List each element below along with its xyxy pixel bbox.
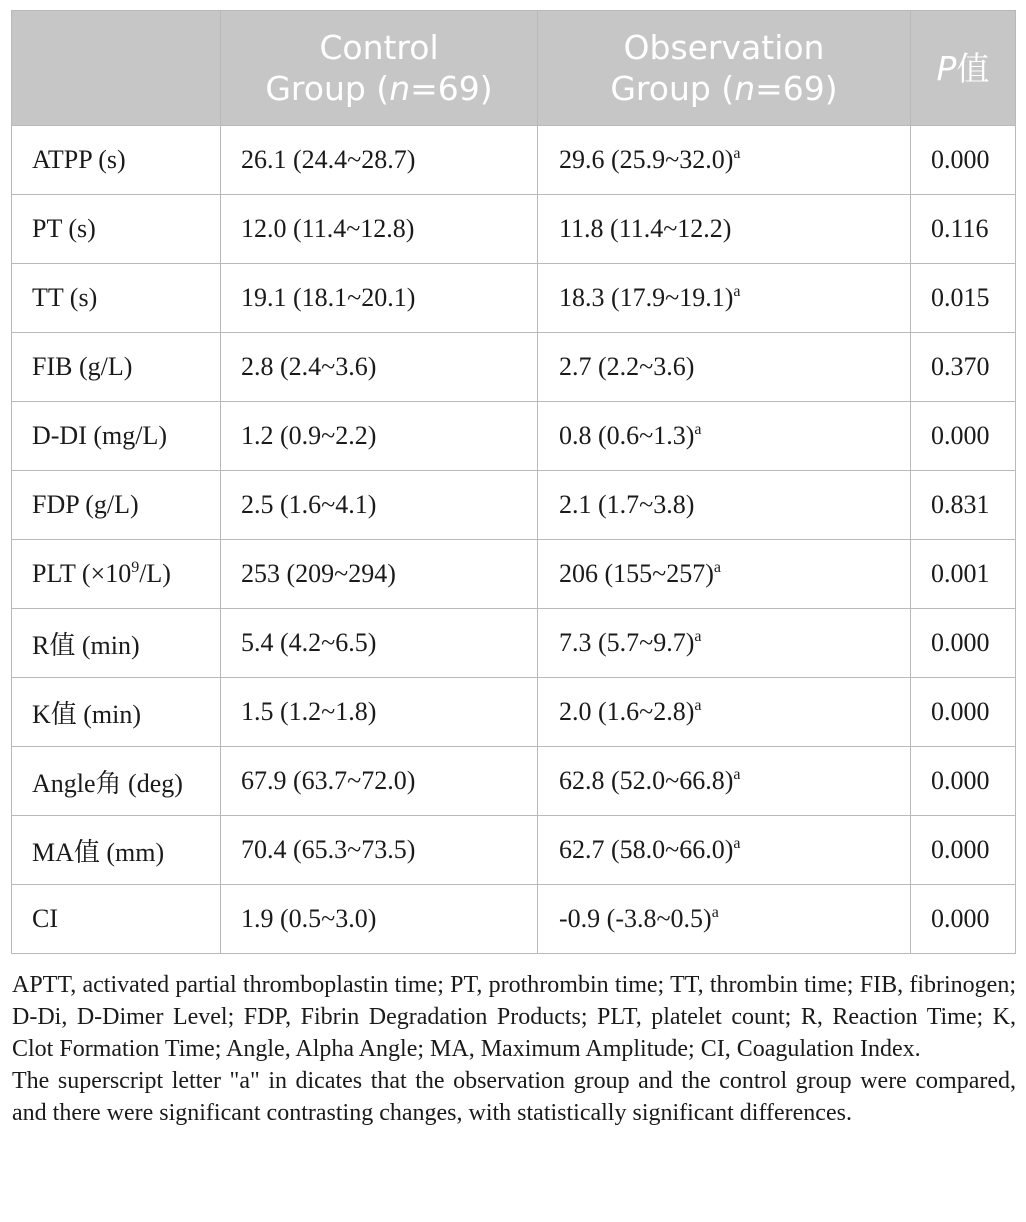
observation-value: 29.6 (25.9~32.0) [559, 145, 734, 174]
header-p-letter: P [936, 48, 957, 88]
table-row [12, 678, 1016, 747]
control-value: 2.8 (2.4~3.6) [221, 333, 538, 402]
header-observation-n: n [734, 69, 756, 108]
observation-value: -0.9 (-3.8~0.5) [559, 904, 712, 933]
control-value: 26.1 (24.4~28.7) [221, 126, 538, 195]
header-observation-group [538, 11, 911, 126]
control-value: 1.2 (0.9~2.2) [221, 402, 538, 471]
significance-mark: a [733, 766, 741, 783]
control-value: 1.5 (1.2~1.8) [221, 678, 538, 747]
significance-mark: a [733, 145, 741, 162]
observation-cell [538, 540, 911, 609]
observation-cell [538, 402, 911, 471]
header-control-group [221, 11, 538, 126]
observation-value: 0.8 (0.6~1.3) [559, 421, 695, 450]
p-value: 0.370 [911, 333, 1016, 402]
table-header-row [12, 11, 1016, 126]
significance-mark: a [711, 904, 719, 921]
table-row [12, 126, 1016, 195]
p-value: 0.000 [911, 747, 1016, 816]
p-value: 0.831 [911, 471, 1016, 540]
row-label: FIB (g/L) [12, 333, 221, 402]
observation-value: 62.7 (58.0~66.0) [559, 835, 734, 864]
row-label-text: PLT (×10 [32, 559, 132, 588]
header-observation-prefix: Observation [623, 28, 825, 67]
control-value: 12.0 (11.4~12.8) [221, 195, 538, 264]
table-row [12, 333, 1016, 402]
p-value: 0.000 [911, 885, 1016, 954]
p-value: 0.000 [911, 609, 1016, 678]
control-value: 70.4 (65.3~73.5) [221, 816, 538, 885]
table-row [12, 540, 1016, 609]
control-value: 5.4 (4.2~6.5) [221, 609, 538, 678]
observation-cell [538, 816, 911, 885]
significance-mark: a [694, 628, 702, 645]
row-label: K值 (min) [12, 678, 221, 747]
significance-mark: a [733, 283, 741, 300]
observation-cell [538, 264, 911, 333]
row-label: FDP (g/L) [12, 471, 221, 540]
table-row [12, 402, 1016, 471]
observation-value: 18.3 (17.9~19.1) [559, 283, 734, 312]
observation-value: 2.1 (1.7~3.8) [559, 490, 695, 519]
table-row [12, 747, 1016, 816]
control-value: 2.5 (1.6~4.1) [221, 471, 538, 540]
header-p-value [911, 11, 1016, 126]
control-value: 19.1 (18.1~20.1) [221, 264, 538, 333]
observation-cell [538, 126, 911, 195]
header-control-n: n [389, 69, 411, 108]
p-value: 0.000 [911, 402, 1016, 471]
significance-mark: a [733, 835, 741, 852]
observation-value: 11.8 (11.4~12.2) [559, 214, 732, 243]
row-label: ATPP (s) [12, 126, 221, 195]
row-label: R值 (min) [12, 609, 221, 678]
row-label: PT (s) [12, 195, 221, 264]
control-value: 67.9 (63.7~72.0) [221, 747, 538, 816]
row-label: TT (s) [12, 264, 221, 333]
header-control-group-word: Group ( [265, 69, 390, 108]
row-label: CI [12, 885, 221, 954]
row-label-exponent: 9 [131, 559, 140, 576]
observation-cell [538, 471, 911, 540]
observation-value: 2.7 (2.2~3.6) [559, 352, 695, 381]
observation-value: 2.0 (1.6~2.8) [559, 697, 695, 726]
p-value: 0.001 [911, 540, 1016, 609]
table-footnotes [12, 969, 1016, 1129]
table-row [12, 885, 1016, 954]
p-value: 0.116 [911, 195, 1016, 264]
table-row [12, 816, 1016, 885]
table-row [12, 471, 1016, 540]
observation-cell [538, 678, 911, 747]
row-label: MA值 (mm) [12, 816, 221, 885]
observation-cell [538, 195, 911, 264]
significance-note: The superscript letter "a" in dicates that the observation group and the control group were compared, and there were significant contrasting changes, with statistically significant differences. [12, 1068, 1016, 1126]
significance-mark: a [694, 421, 702, 438]
coagulation-table [11, 10, 1016, 954]
header-observation-group-word: Group ( [610, 69, 735, 108]
row-label-unit: /L) [139, 559, 171, 588]
control-value: 1.9 (0.5~3.0) [221, 885, 538, 954]
observation-value: 7.3 (5.7~9.7) [559, 628, 695, 657]
table-row [12, 264, 1016, 333]
row-label: D-DI (mg/L) [12, 402, 221, 471]
header-control-prefix: Control [319, 28, 439, 67]
table-row [12, 609, 1016, 678]
p-value: 0.015 [911, 264, 1016, 333]
abbreviations-note: APTT, activated partial thromboplastin time; PT, prothrombin time; TT, thrombin time; FIB, fibrinogen; D-Di, D-Dimer Level; FDP, Fibrin Degradation Products; PLT, platelet count; R, Reaction Time; K, Clot Formation Time; Angle, Alpha Angle; MA, Maximum Amplitude; CI, Coagulation Index. [12, 972, 1016, 1062]
significance-mark: a [713, 559, 721, 576]
observation-value: 206 (155~257) [559, 559, 714, 588]
p-value: 0.000 [911, 816, 1016, 885]
observation-cell [538, 885, 911, 954]
header-p-suffix: 值 [956, 48, 990, 88]
row-label [12, 540, 221, 609]
observation-cell [538, 333, 911, 402]
header-metric [12, 11, 221, 126]
control-value: 253 (209~294) [221, 540, 538, 609]
significance-mark: a [694, 697, 702, 714]
table-row [12, 195, 1016, 264]
p-value: 0.000 [911, 126, 1016, 195]
observation-value: 62.8 (52.0~66.8) [559, 766, 734, 795]
p-value: 0.000 [911, 678, 1016, 747]
observation-cell [538, 747, 911, 816]
header-observation-count: =69) [755, 69, 838, 108]
row-label: Angle角 (deg) [12, 747, 221, 816]
header-control-count: =69) [410, 69, 493, 108]
observation-cell [538, 609, 911, 678]
